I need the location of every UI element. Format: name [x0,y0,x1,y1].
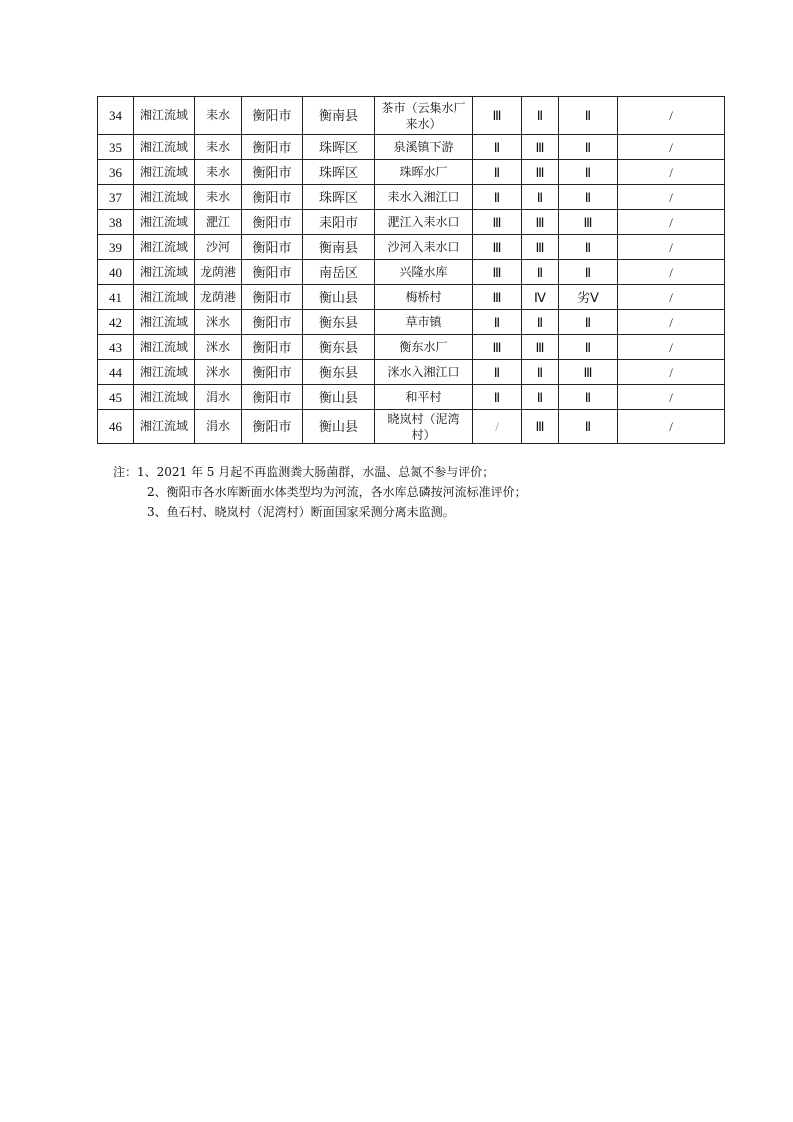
grade-cell-2: Ⅱ [522,97,559,135]
row-number: 40 [98,260,134,285]
section-cell: 梅桥村 [375,285,473,310]
table-row [98,310,725,335]
river-cell: 洣水 [195,310,242,335]
remark-cell: / [618,310,725,335]
note-1: 注：1、2021 年 5 月起不再监测粪大肠菌群，水温、总氮不参与评价； [113,465,495,479]
grade-cell-2: Ⅲ [522,235,559,260]
grade-cell-3: Ⅱ [559,385,618,410]
basin-cell: 湘江流域 [134,285,195,310]
remark-cell: / [618,385,725,410]
row-number: 44 [98,360,134,385]
county-cell: 衡东县 [303,335,375,360]
river-cell: 沙河 [195,235,242,260]
grade-cell-1: Ⅱ [473,385,522,410]
section-cell: 茶市（云集水厂来水） [375,97,473,135]
remark-cell: / [618,97,725,135]
grade-cell-3: Ⅲ [559,360,618,385]
remark-cell: / [618,410,725,444]
remark-cell: / [618,260,725,285]
grade-cell-3: 劣Ⅴ [559,285,618,310]
section-cell: 洣水入湘江口 [375,360,473,385]
county-cell: 衡东县 [303,360,375,385]
section-cell: 和平村 [375,385,473,410]
county-cell: 珠晖区 [303,185,375,210]
grade-cell-3: Ⅱ [559,185,618,210]
remark-cell: / [618,235,725,260]
section-cell: 耒水入湘江口 [375,185,473,210]
grade-cell-1: / [473,410,522,444]
city-cell: 衡阳市 [242,210,303,235]
river-cell: 耒水 [195,135,242,160]
city-cell: 衡阳市 [242,185,303,210]
grade-cell-1: Ⅱ [473,135,522,160]
county-cell: 珠晖区 [303,160,375,185]
remark-cell: / [618,185,725,210]
grade-cell-2: Ⅲ [522,210,559,235]
grade-cell-2: Ⅱ [522,360,559,385]
grade-cell-1: Ⅲ [473,235,522,260]
basin-cell: 湘江流域 [134,210,195,235]
county-cell: 衡山县 [303,410,375,444]
river-cell: 洣水 [195,360,242,385]
section-cell: 泉溪镇下游 [375,135,473,160]
river-cell: 耒水 [195,185,242,210]
grade-cell-3: Ⅱ [559,235,618,260]
row-number: 36 [98,160,134,185]
section-cell: 沙河入耒水口 [375,235,473,260]
row-number: 45 [98,385,134,410]
table-row [98,97,725,135]
grade-cell-2: Ⅲ [522,410,559,444]
note-2: 2、衡阳市各水库断面水体类型均为河流，各水库总磷按河流标准评价； [147,485,527,499]
basin-cell: 湘江流域 [134,260,195,285]
note-3: 3、鱼石村、晓岚村（泥湾村）断面国家采测分离未监测。 [147,505,455,519]
grade-cell-1: Ⅱ [473,360,522,385]
row-number: 46 [98,410,134,444]
city-cell: 衡阳市 [242,410,303,444]
river-cell: 淝江 [195,210,242,235]
table-row [98,285,725,310]
remark-cell: / [618,210,725,235]
county-cell: 衡山县 [303,285,375,310]
table-row [98,135,725,160]
basin-cell: 湘江流域 [134,235,195,260]
remark-cell: / [618,335,725,360]
table-row [98,385,725,410]
grade-cell-3: Ⅱ [559,310,618,335]
river-cell: 涓水 [195,385,242,410]
river-cell: 龙荫港 [195,260,242,285]
grade-cell-1: Ⅲ [473,285,522,310]
remark-cell: / [618,160,725,185]
row-number: 37 [98,185,134,210]
river-cell: 耒水 [195,97,242,135]
section-cell: 兴隆水库 [375,260,473,285]
basin-cell: 湘江流域 [134,360,195,385]
row-number: 41 [98,285,134,310]
grade-cell-2: Ⅳ [522,285,559,310]
grade-cell-3: Ⅱ [559,97,618,135]
county-cell: 衡南县 [303,235,375,260]
row-number: 42 [98,310,134,335]
city-cell: 衡阳市 [242,235,303,260]
basin-cell: 湘江流域 [134,310,195,335]
river-cell: 涓水 [195,410,242,444]
table-row [98,160,725,185]
river-cell: 洣水 [195,335,242,360]
city-cell: 衡阳市 [242,260,303,285]
county-cell: 珠晖区 [303,135,375,160]
county-cell: 衡东县 [303,310,375,335]
grade-cell-2: Ⅱ [522,385,559,410]
section-cell: 淝江入耒水口 [375,210,473,235]
grade-cell-3: Ⅱ [559,160,618,185]
river-cell: 耒水 [195,160,242,185]
section-cell: 草市镇 [375,310,473,335]
city-cell: 衡阳市 [242,360,303,385]
row-number: 38 [98,210,134,235]
grade-cell-1: Ⅲ [473,335,522,360]
county-cell: 耒阳市 [303,210,375,235]
basin-cell: 湘江流域 [134,185,195,210]
basin-cell: 湘江流域 [134,385,195,410]
section-cell: 晓岚村（泥湾村） [375,410,473,444]
county-cell: 南岳区 [303,260,375,285]
grade-cell-2: Ⅱ [522,260,559,285]
table-notes [113,462,527,522]
grade-cell-1: Ⅲ [473,97,522,135]
table-row [98,185,725,210]
table-row [98,210,725,235]
city-cell: 衡阳市 [242,285,303,310]
table-body [98,97,725,444]
grade-cell-1: Ⅱ [473,310,522,335]
basin-cell: 湘江流域 [134,135,195,160]
table-row [98,360,725,385]
row-number: 34 [98,97,134,135]
city-cell: 衡阳市 [242,335,303,360]
grade-cell-3: Ⅱ [559,135,618,160]
grade-cell-1: Ⅱ [473,160,522,185]
remark-cell: / [618,285,725,310]
city-cell: 衡阳市 [242,97,303,135]
table-row [98,335,725,360]
grade-cell-3: Ⅲ [559,210,618,235]
city-cell: 衡阳市 [242,135,303,160]
grade-cell-2: Ⅲ [522,335,559,360]
grade-cell-2: Ⅱ [522,185,559,210]
remark-cell: / [618,360,725,385]
grade-cell-3: Ⅱ [559,410,618,444]
grade-cell-2: Ⅲ [522,160,559,185]
basin-cell: 湘江流域 [134,410,195,444]
water-quality-table [97,96,725,444]
grade-cell-2: Ⅲ [522,135,559,160]
section-cell: 衡东水厂 [375,335,473,360]
grade-cell-3: Ⅱ [559,260,618,285]
basin-cell: 湘江流域 [134,160,195,185]
table-row [98,235,725,260]
grade-cell-1: Ⅲ [473,260,522,285]
row-number: 35 [98,135,134,160]
grade-cell-1: Ⅱ [473,185,522,210]
table-row [98,260,725,285]
city-cell: 衡阳市 [242,385,303,410]
basin-cell: 湘江流域 [134,335,195,360]
row-number: 39 [98,235,134,260]
grade-cell-1: Ⅲ [473,210,522,235]
remark-cell: / [618,135,725,160]
table-row [98,410,725,444]
river-cell: 龙荫港 [195,285,242,310]
city-cell: 衡阳市 [242,310,303,335]
row-number: 43 [98,335,134,360]
grade-cell-3: Ⅱ [559,335,618,360]
city-cell: 衡阳市 [242,160,303,185]
county-cell: 衡南县 [303,97,375,135]
basin-cell: 湘江流域 [134,97,195,135]
county-cell: 衡山县 [303,385,375,410]
grade-cell-2: Ⅱ [522,310,559,335]
section-cell: 珠晖水厂 [375,160,473,185]
